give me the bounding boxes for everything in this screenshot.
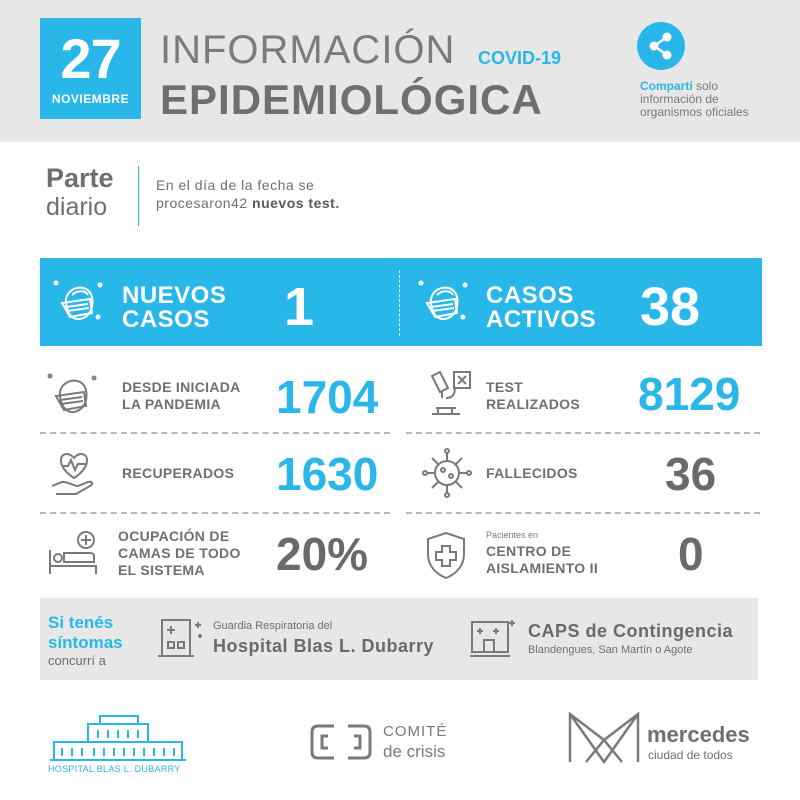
camas-label-1: OCUPACIÓN DE (118, 528, 230, 544)
camas-label (118, 528, 241, 579)
hospital-logo-text: HOSPITAL BLAS L. DUBARRY (48, 764, 181, 774)
parte-text-line1: En el día de la fecha se (156, 177, 315, 193)
date-month: NOVIEMBRE (51, 92, 130, 106)
parte-divider (138, 166, 139, 226)
casos-activos-label-2: ACTIVOS (486, 306, 597, 333)
parte-subtitle: diario (46, 193, 108, 221)
symptoms-heading (48, 613, 123, 653)
fallecidos-value: 36 (665, 448, 717, 500)
test-label-2: REALIZADOS (486, 396, 580, 412)
hospital-logo (48, 712, 188, 767)
date-badge (40, 18, 141, 119)
share-bold: Compartí (640, 79, 693, 93)
caps-name: CAPS de Contingencia (528, 621, 734, 641)
casos-activos-value: 38 (640, 277, 701, 337)
test-label (486, 379, 580, 413)
aislamiento-note: Pacientes en (486, 530, 539, 540)
aislamiento-label-1: CENTRO DE (486, 543, 572, 559)
comite-line1: COMITÉ (383, 723, 448, 740)
test-value: 8129 (638, 368, 741, 420)
nuevos-casos-label-2: CASOS (122, 306, 210, 333)
parte-title: Parte (46, 163, 114, 193)
pandemia-label (122, 379, 241, 413)
caps-address: Blandengues, San Martín o Agote (528, 644, 693, 656)
fallecidos-label: FALLECIDOS (486, 465, 578, 481)
pandemia-label-1: DESDE INICIADA (122, 379, 241, 395)
mercedes-logo-icon (566, 708, 642, 771)
casos-activos-label (486, 284, 596, 332)
hospital-bed-icon (46, 528, 100, 583)
nuevos-casos-label-1: NUEVOS (122, 282, 227, 309)
parte-text-line2a: procesaron42 (156, 195, 253, 211)
symptoms-line3: concurrí a (48, 653, 106, 668)
hospital-name: Hospital Blas L. Dubarry (213, 636, 435, 656)
pandemia-label-2: LA PANDEMIA (122, 396, 221, 412)
recuperados-label: RECUPERADOS (122, 465, 235, 481)
nuevos-casos-value: 1 (284, 277, 315, 337)
row-divider (406, 512, 760, 514)
mercedes-line1: mercedes (647, 722, 750, 747)
aislamiento-label-2: AISLAMIENTO II (486, 560, 599, 576)
comite-logo-icon (308, 722, 374, 767)
symptoms-line2: síntomas (48, 633, 123, 652)
date-day: 27 (60, 27, 121, 90)
caps-building-icon (468, 614, 518, 665)
title-line2: EPIDEMIOLÓGICA (160, 76, 543, 123)
test-label-1: TEST (486, 379, 523, 395)
band-divider (399, 270, 400, 336)
aislamiento-value: 0 (678, 528, 704, 580)
row-divider (406, 432, 760, 434)
parte-text (156, 176, 340, 212)
share-icon[interactable] (637, 22, 685, 70)
masked-face-icon (46, 370, 102, 425)
casos-activos-label-1: CASOS (486, 282, 574, 309)
camas-label-3: EL SISTEMA (118, 562, 205, 578)
title-tag: COVID-19 (478, 48, 562, 68)
masked-face-icon (50, 273, 106, 329)
recuperados-value: 1630 (276, 448, 379, 500)
microscope-icon (420, 368, 476, 423)
pandemia-value: 1704 (276, 371, 379, 423)
hospital-building-icon (156, 614, 206, 665)
nuevos-casos-label (122, 284, 226, 332)
shield-cross-icon (424, 530, 468, 585)
parte-text-line2b: nuevos test. (252, 195, 340, 211)
camas-value: 20% (276, 528, 369, 580)
row-divider (40, 432, 390, 434)
row-divider (40, 512, 390, 514)
share-rest: solo información de organismos oficiales (640, 79, 749, 119)
comite-line2: de crisis (383, 742, 446, 761)
title-line1: INFORMACIÓN (160, 28, 456, 72)
hospital-note: Guardia Respiratoria del (213, 620, 333, 632)
heart-hand-icon (48, 448, 100, 503)
masked-face-icon (415, 273, 471, 329)
share-message (640, 80, 780, 119)
symptoms-line1: Si tenés (48, 613, 114, 632)
aislamiento-label (486, 543, 598, 577)
virus-icon (420, 446, 474, 505)
mercedes-line2: ciudad de todos (648, 748, 733, 762)
camas-label-2: CAMAS DE TODO (118, 545, 241, 561)
